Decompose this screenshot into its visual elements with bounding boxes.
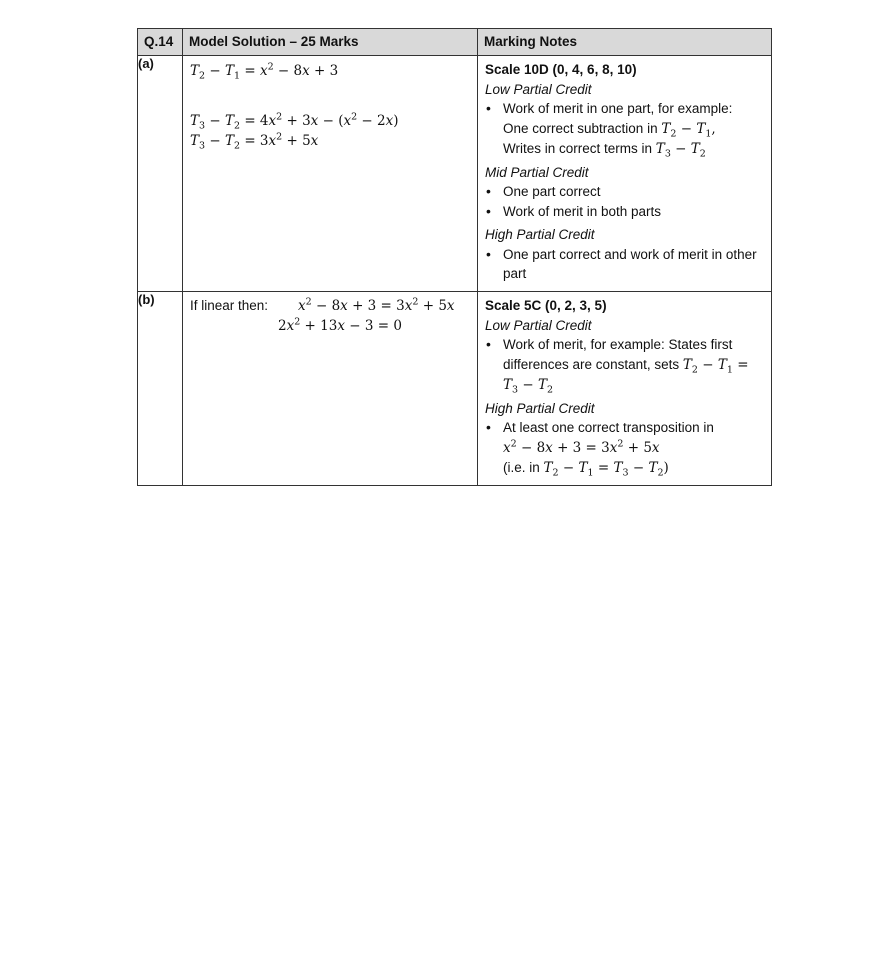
part-a-low-bullet-text: • Work of merit in one part, for example:	[503, 101, 733, 116]
part-a-label: (a)	[138, 56, 183, 292]
part-a-low-line-3: Writes in correct terms in $T_3 - T_2$	[503, 140, 706, 160]
part-b-high-bullet-text: • At least one correct transposition in	[503, 420, 714, 435]
part-b-high-heading: High Partial Credit	[485, 400, 595, 416]
part-b-scale: Scale 5C (0, 2, 3, 5)	[485, 298, 607, 313]
part-b-low-heading: Low Partial Credit	[485, 317, 592, 333]
linear-label: If linear then:	[190, 298, 269, 313]
part-b-solution	[183, 292, 478, 486]
marking-scheme-table	[137, 28, 772, 486]
question-number-header: Q.14	[138, 29, 183, 56]
part-b-low-bullet	[485, 335, 765, 395]
part-a-low-heading: Low Partial Credit	[485, 81, 592, 97]
table-header-row	[138, 29, 772, 56]
part-b-high-ie: (i.e. in $T_2 - T_1 = T_3 - T_2$)	[503, 459, 669, 479]
part-a-mid-bullet-2: • Work of merit in both parts	[485, 202, 765, 222]
part-a-scale: Scale 10D (0, 4, 6, 8, 10)	[485, 62, 637, 77]
part-a-notes	[478, 56, 772, 292]
part-a-mid-bullet-1: • One part correct	[485, 182, 765, 202]
part-b-high-bullet	[485, 418, 765, 478]
marking-notes-header: Marking Notes	[478, 29, 772, 56]
part-b-equation-2: $2x^2 + 13x - 3 = 0$	[278, 316, 402, 334]
part-a-equation-3: $T_3 - T_2 = 3x^2 + 5x$	[190, 131, 319, 152]
part-a-low-bullet	[485, 99, 765, 159]
part-b-high-math: $x^2 - 8x + 3 = 3x^2 + 5x$	[503, 438, 660, 456]
part-a-low-line-2: One correct subtraction in $T_2 - T_1$,	[503, 120, 716, 140]
part-a-solution	[183, 56, 478, 292]
part-b-row	[138, 292, 772, 486]
part-b-equation-1: $x^2 - 8x + 3 = 3x^2 + 5x$	[298, 296, 455, 314]
part-a-equation-1: $T_2 - T_1 = x^2 - 8x + 3$	[190, 61, 339, 82]
part-a-equation-2: $T_3 - T_2 = 4x^2 + 3x - (x^2 - 2x)$	[190, 111, 399, 132]
part-a-row	[138, 56, 772, 292]
part-b-low-bullet-text: Work of merit, for example: States first differences are constant, sets	[503, 337, 733, 372]
model-solution-header: Model Solution – 25 Marks	[183, 29, 478, 56]
part-a-high-heading: High Partial Credit	[485, 227, 595, 242]
part-b-low-math: $T_2 - T_1$ =	[682, 356, 749, 376]
part-b-label: (b)	[138, 292, 183, 486]
part-b-low-math-2: $T_3 - T_2$	[503, 376, 554, 396]
part-b-notes	[478, 292, 772, 486]
part-a-mid-heading: Mid Partial Credit	[485, 164, 589, 180]
part-a-high-bullet-1: • One part correct and work of merit in other part	[485, 245, 765, 284]
